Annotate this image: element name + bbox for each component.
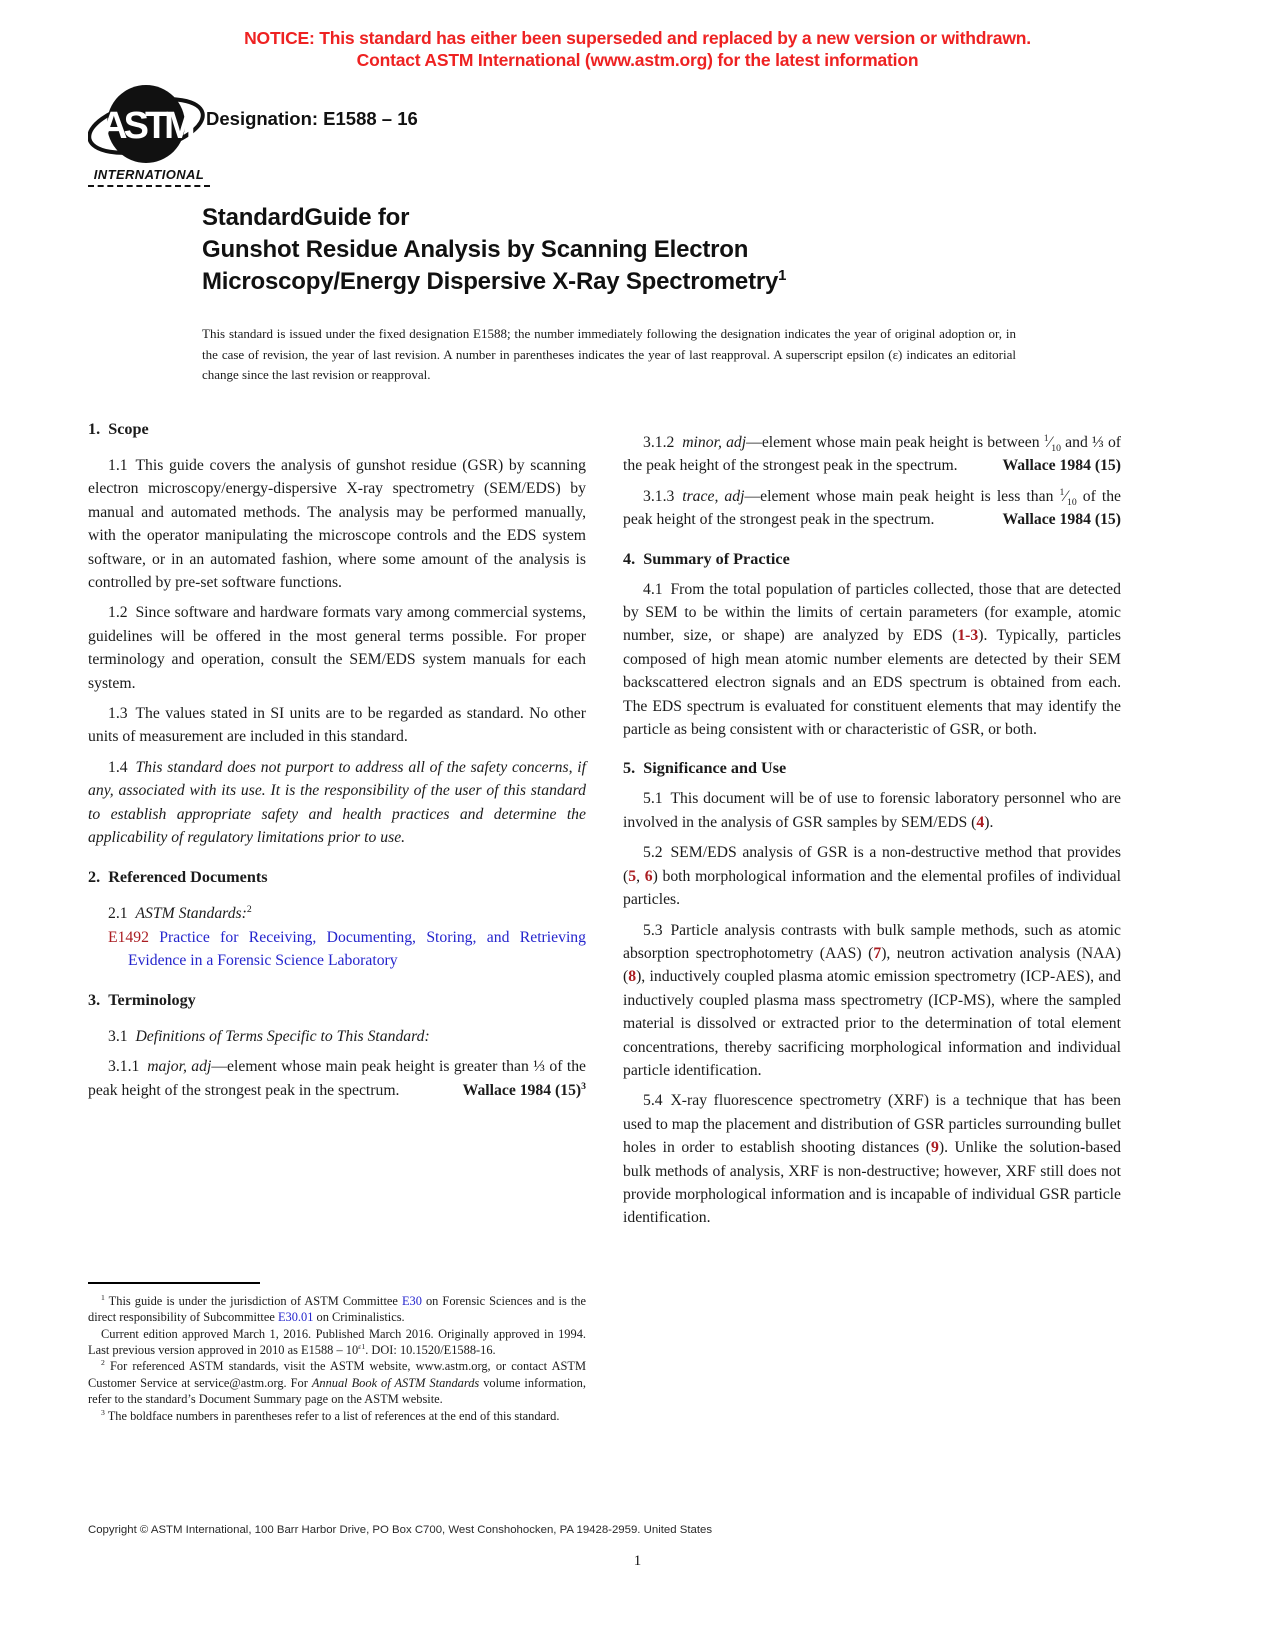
paragraph-5-3: 5.3 Particle analysis contrasts with bulk sample methods, such as atomic absorption spectrophotometry (AAS) (7), neutron activation analysis (NAA) (8), inductively coupled plasma atomic emission spectrometry (ICP-AES), and inductively coupled plasma mass spectrometry (ICP-MS), where the sampled material is dissolved or extracted prior to the determination of total element concentrations, thereby sacrificing morphological information and individual particle identification. xyxy=(623,921,1121,1079)
notice-line-2: Contact ASTM International (www.astm.org) for the latest information xyxy=(356,50,919,70)
paragraph-3-1-3: 3.1.3 trace, adj—element whose main peak height is less than $^1⁄_{10}$ of the peak height of the strongest peak in the spectrum. Wallace 1984 (15) xyxy=(623,486,1121,529)
section-heading-terminology: 3. Terminology xyxy=(88,990,196,1009)
section-heading-summary-of-practice: 4. Summary of Practice xyxy=(623,549,790,568)
section-heading-referenced-documents: 2. Referenced Documents xyxy=(88,867,268,886)
paragraph-3-1: 3.1 Definitions of Terms Specific to This Standard: xyxy=(108,1027,430,1045)
paragraph-2-1: 2.1 ASTM Standards:$^2$ xyxy=(108,903,252,922)
section-heading-significance-and-use: 5. Significance and Use xyxy=(623,759,787,778)
title-line-2: Gunshot Residue Analysis by Scanning Electron xyxy=(202,236,749,263)
paragraph-5-4: 5.4 X-ray fluorescence spectrometry (XRF) is a technique that has been used to map the placement and distribution of GSR particles surrounding bullet holes in order to establish shooting distances (9). Unlike the solution-based bulk methods of analysis, XRF is non-destructive; however, XRF still does not provide morphological information and is incapable of individual GSR particle identification. xyxy=(623,1092,1121,1227)
footnote-1: $^1$ This guide is under the jurisdiction of ASTM Committee E30 on Forensic Sciences and is the direct responsibility of Subcommittee E30.01 on Criminalistics. xyxy=(88,1292,586,1325)
paragraph-3-1-2: 3.1.2 minor, adj—element whose main peak height is between $^1⁄_{10}$ and ⅓ of the peak height of the strongest peak in the spectrum. Wallace 1984 (15) xyxy=(623,432,1122,475)
astm-globe-logo-icon xyxy=(88,82,210,166)
reference-link-e1492[interactable]: E1492 Practice for Receiving, Documenting, Storing, and Retrieving Evidence in a Forensic Science Laboratory xyxy=(108,928,586,970)
astm-masthead xyxy=(88,82,213,187)
footnotes-block xyxy=(88,1282,586,1424)
svg-text:ASTM: ASTM xyxy=(100,105,192,147)
title-line-1: StandardGuide for xyxy=(202,204,410,231)
superseded-notice xyxy=(0,27,1275,71)
paragraph-1-3: 1.3 The values stated in SI units are to be regarded as standard. No other units of measurement are included in this standard. xyxy=(88,705,586,746)
paragraph-1-1: 1.1 This guide covers the analysis of gunshot residue (GSR) by scanning electron microscopy/energy-dispersive X-ray spectrometry (SEM/EDS) by manual and automated methods. The analysis may be performed manually, with the operator manipulating the microscope controls and the EDS system software, or in an automated fashion, where some amount of the analysis is controlled by pre-set software functions. xyxy=(88,457,586,592)
astm-logo-subtitle: INTERNATIONAL xyxy=(88,167,210,187)
paragraph-5-2: 5.2 SEM/EDS analysis of GSR is a non-destructive method that provides (5, 6) both morphological information and the elemental profiles of individual particles. xyxy=(623,844,1122,909)
footnote-1-edition: Current edition approved March 1, 2016. Published March 2016. Originally approved in 1994. Last previous version approved in 2010 as $E1588 - 10^{\varepsilon 1}$. DOI: 10.1520/E1588-16. xyxy=(88,1326,586,1357)
designation-label: Designation: E1588 – 16 xyxy=(206,108,418,129)
standard-title xyxy=(202,202,1032,298)
paragraph-5-1: 5.1 This document will be of use to forensic laboratory personnel who are involved in the analysis of GSR samples by SEM/EDS (4). xyxy=(623,790,1121,831)
right-column xyxy=(623,416,1121,1424)
paragraph-1-4: 1.4 This standard does not purport to address all of the safety concerns, if any, associated with its use. It is the responsibility of the user of this standard to establish appropriate safety and health practices and determine the applicability of regulatory limitations prior to use. xyxy=(88,758,586,847)
paragraph-3-1-1: 3.1.1 major, adj—element whose main peak height is greater than ⅓ of the peak height of the strongest peak in the spectrum. Wallace 1984 $(15)^3$ xyxy=(88,1058,587,1099)
issuance-note: This standard is issued under the fixed designation E1588; the number immediately following the designation indicates the year of original adoption or, in the case of revision, the year of last revision. A number in parentheses indicates the year of last reapproval. A superscript epsilon (ε) indicates an editorial change since the last revision or reapproval. xyxy=(202,326,1016,382)
footnote-3: $^3$ The boldface numbers in parentheses refer to a list of references at the end of this standard. xyxy=(101,1407,560,1423)
paragraph-1-2: 1.2 Since software and hardware formats vary among commercial systems, guidelines will be offered in the most general terms possible. For proper terminology and operation, consult the SEM/EDS system manuals for each system. xyxy=(88,604,586,692)
copyright-line: Copyright © ASTM International, 100 Barr Harbor Drive, PO Box C700, West Conshohocken, PA 19428-2959. United States xyxy=(88,1524,713,1536)
title-line-3: Microscopy/Energy Dispersive X-Ray Spectrometry$^1$ xyxy=(202,268,787,295)
body-columns xyxy=(88,416,1122,1424)
section-heading-scope: 1. Scope xyxy=(88,420,149,438)
footnote-rule xyxy=(88,1282,260,1284)
left-column xyxy=(88,416,586,1424)
paragraph-4-1: 4.1 From the total population of particles collected, those that are detected by SEM to be within the limits of certain parameters (for example, atomic number, size, or shape) are analyzed by EDS (1-3). Typically, particles composed of high mean atomic number elements are detected by their SEM backscattered electron signals and an EDS spectrum is obtained from each. The EDS spectrum is evaluated for constituent elements that may identify the particle as being consistent with or characteristic of GSR, or both. xyxy=(623,580,1121,739)
footnote-2: $^2$ For referenced ASTM standards, visit the ASTM website, www.astm.org, or contact ASTM Customer Service at service@astm.org. For Annual Book of ASTM Standards volume information, refer to the standard’s Document Summary page on the ASTM website. xyxy=(88,1358,586,1407)
notice-line-1: NOTICE: This standard has either been superseded and replaced by a new version or withdrawn. xyxy=(244,28,1031,48)
page-number: 1 xyxy=(633,1553,642,1569)
